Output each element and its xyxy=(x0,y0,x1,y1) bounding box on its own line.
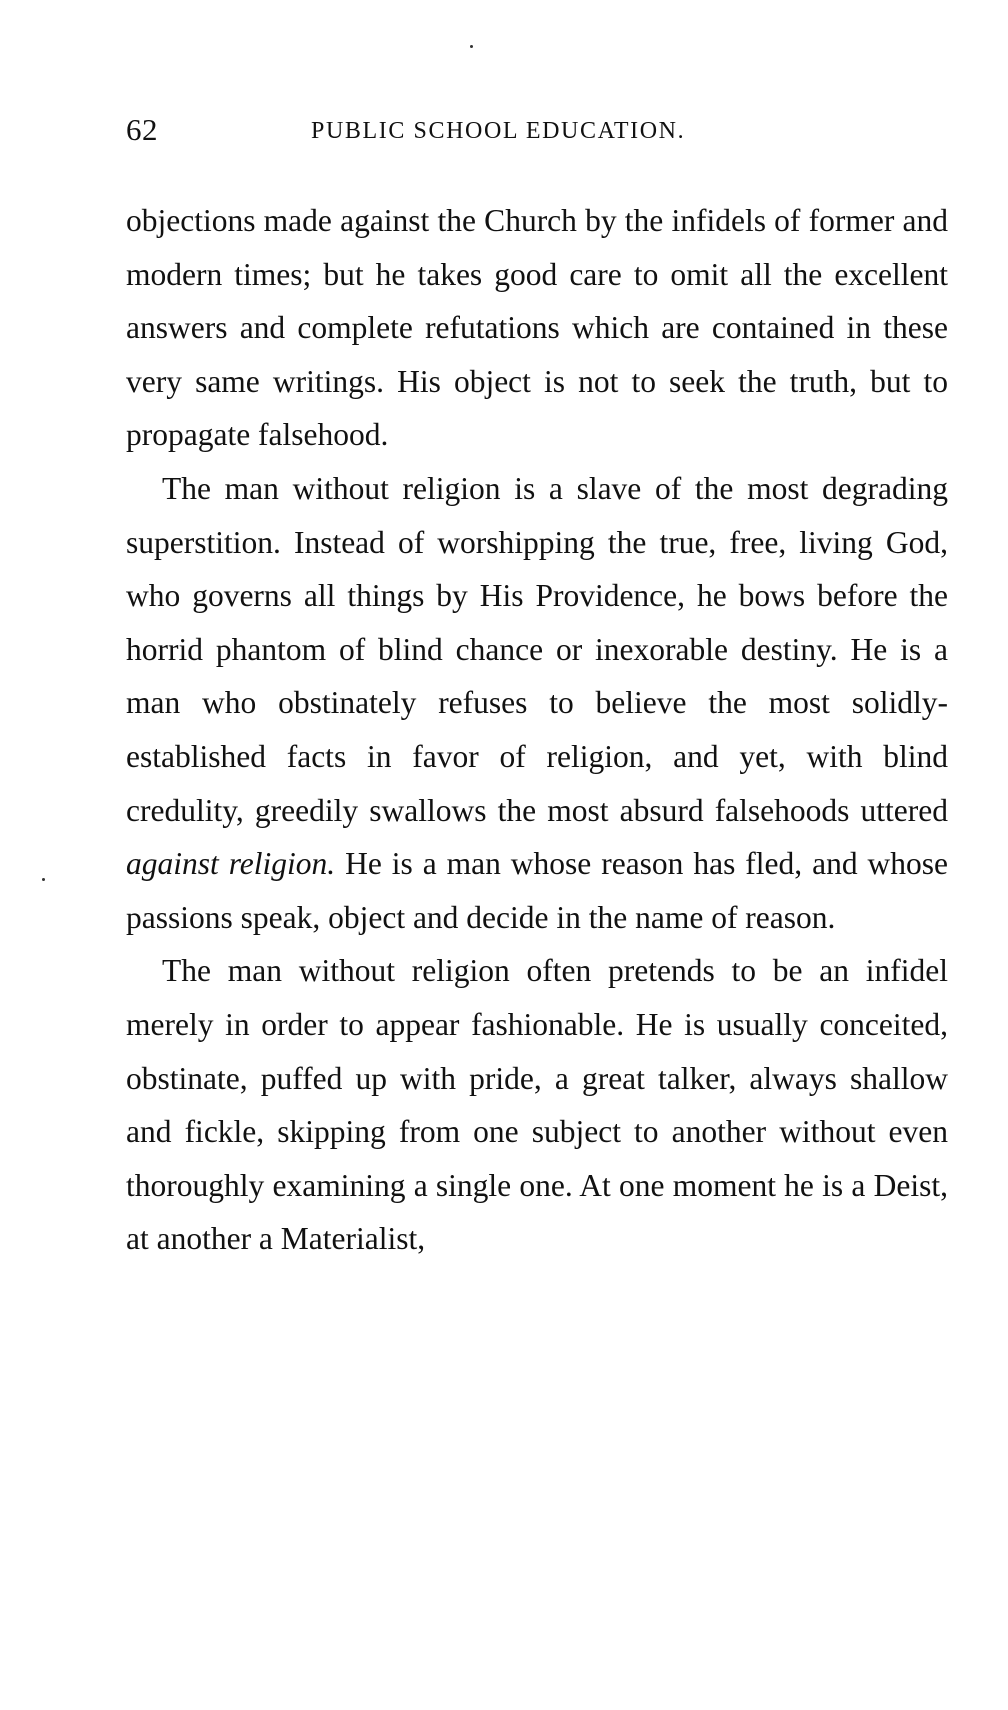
print-speck-top xyxy=(470,45,473,48)
paragraph-text: The man without religion often pretends to be an infidel merely in order to appear fashionable. He is usually conceited, obstinate, puffed up with pride, a great talker, always shallow and fickle, skipping from one subject to another without even thoroughly examining a single one. At one moment he is a Deist, at another a Materialist, xyxy=(126,953,948,1257)
italic-phrase: against religion. xyxy=(126,846,336,882)
paragraph-text: The man without religion is a slave of the most degrading superstition. Instead of worshipping the true, free, living God, who governs all things by His Providence, he bows before the horrid phantom of blind chance or inexorable destiny. He is a man who obstinately refuses to believe the most solidly-established facts in favor of religion, and yet, with blind credulity, greedily swallows the most absurd falsehoods uttered xyxy=(126,470,948,828)
print-speck-margin xyxy=(42,878,45,881)
paragraph-text: objections made against the Church by the infidels of former and modern times; but he takes good care to omit all the excellent answers and complete refutations which are contained in these very same writings. His object is not to seek the truth, but to propagate falsehood. xyxy=(126,203,948,453)
paragraph-3 xyxy=(126,944,948,1266)
page-number: 62 xyxy=(126,112,158,147)
paragraph-1 xyxy=(126,194,948,462)
body-text xyxy=(126,194,948,1266)
paragraph-2 xyxy=(126,462,948,944)
running-title: PUBLIC SCHOOL EDUCATION. xyxy=(311,118,686,144)
running-head xyxy=(126,112,948,152)
paragraph-text-continued: He is a man whose reason has fled, and whose passions speak, object and decide in the name of reason. xyxy=(126,846,948,935)
